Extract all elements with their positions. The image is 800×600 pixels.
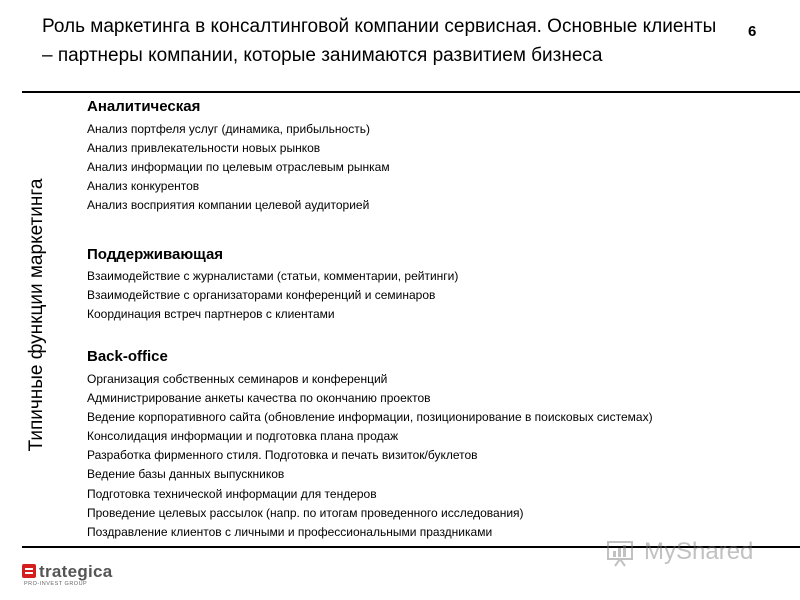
logo-name: trategica: [39, 562, 113, 581]
watermark: [606, 536, 776, 570]
list-item: Подготовка технической информации для тендеров: [87, 487, 377, 501]
list-item: Консолидация информации и подготовка плана продаж: [87, 429, 399, 443]
list-item: Ведение корпоративного сайта (обновление информации, позиционирование в поисковых системах): [87, 410, 653, 424]
page-number: 6: [748, 23, 757, 40]
list-item: Координация встреч партнеров с клиентами: [87, 307, 335, 321]
list-item: Анализ портфеля услуг (динамика, прибыльность): [87, 122, 370, 136]
list-item: Разработка фирменного стиля. Подготовка и печать визиток/буклетов: [87, 448, 478, 462]
top-divider: [22, 91, 800, 93]
slide-title: Роль маркетинга в консалтинговой компании сервисная. Основные клиенты – партнеры компании, которые занимаются развитием бизнеса: [42, 16, 717, 66]
section-heading-back-office: Back-office: [87, 348, 168, 365]
section-heading-analytical: Аналитическая: [87, 98, 201, 115]
strategica-logo: [22, 562, 142, 590]
list-item: Организация собственных семинаров и конференций: [87, 372, 388, 386]
list-item: Ведение базы данных выпускников: [87, 467, 285, 481]
list-item: Поздравление клиентов с личными и профессиональными праздниками: [87, 525, 493, 539]
list-item: Анализ восприятия компании целевой аудиторией: [87, 198, 370, 212]
presentation-board-icon: [606, 539, 634, 567]
watermark-text: MyShared: [644, 538, 754, 565]
list-item: Анализ привлекательности новых рынков: [87, 141, 321, 155]
list-item: Администрирование анкеты качества по окончанию проектов: [87, 391, 431, 405]
section-heading-support: Поддерживающая: [87, 246, 224, 263]
list-item: Взаимодействие с журналистами (статьи, комментарии, рейтинги): [87, 269, 459, 283]
list-item: Взаимодействие с организаторами конференций и семинаров: [87, 288, 436, 302]
side-label: Типичные функции маркетинга: [26, 178, 47, 452]
strategica-logo-icon: [22, 564, 36, 578]
list-item: Анализ конкурентов: [87, 179, 200, 193]
logo-subtitle: PRO-INVEST GROUP: [24, 581, 88, 587]
list-item: Проведение целевых рассылок (напр. по итогам проведенного исследования): [87, 506, 524, 520]
list-item: Анализ информации по целевым отраслевым рынкам: [87, 160, 390, 174]
